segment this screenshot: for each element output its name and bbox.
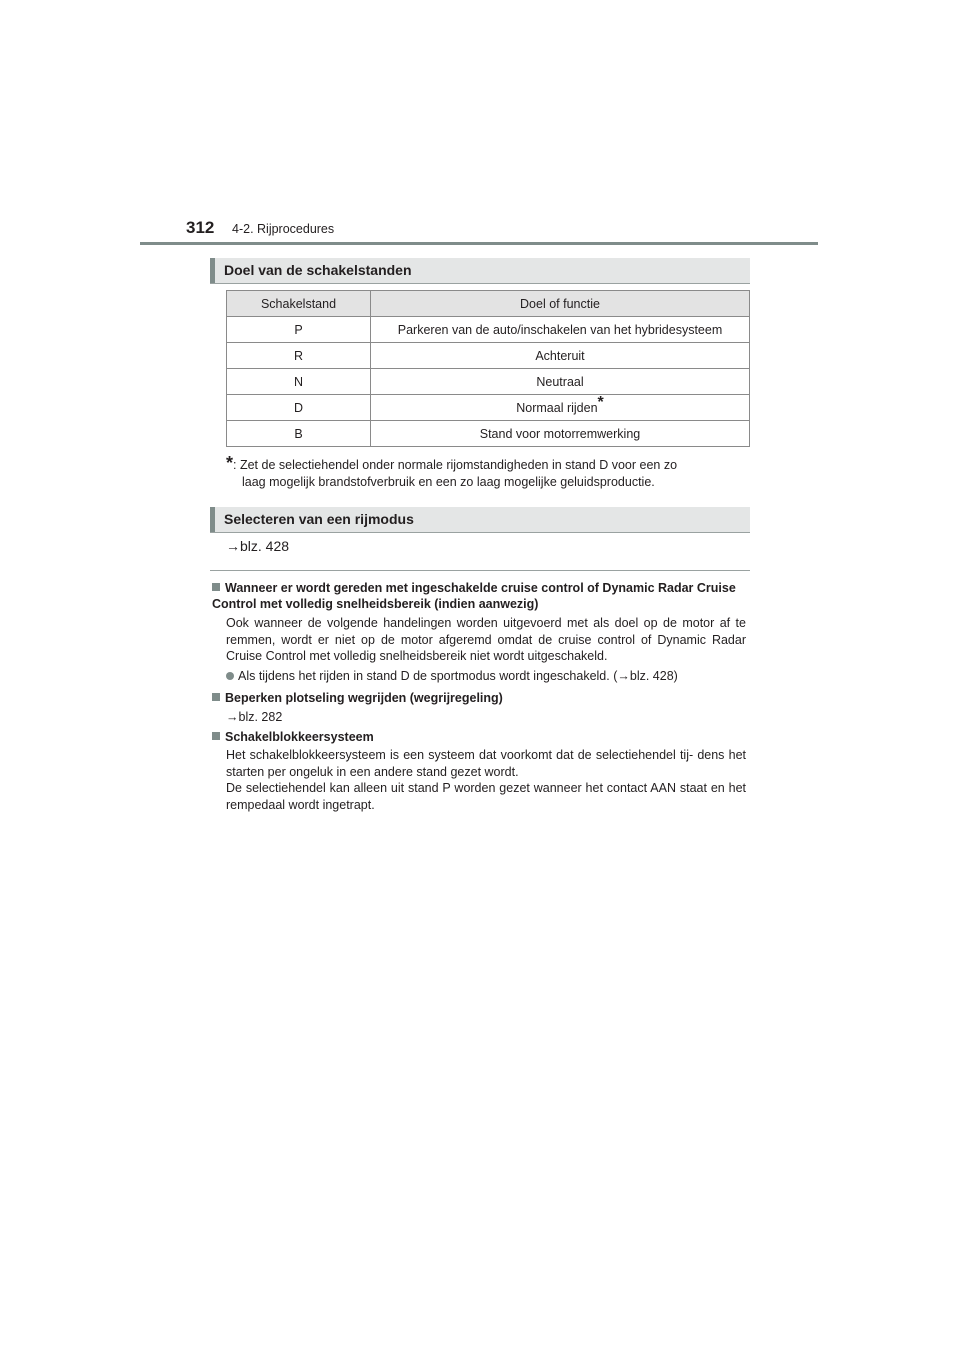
heading-text: Selecteren van een rijmodus	[224, 511, 414, 527]
table-cell	[371, 395, 750, 421]
table-row	[227, 421, 750, 447]
table-cell: Achteruit	[371, 343, 750, 369]
header-rule	[140, 242, 818, 245]
table-footnote	[226, 455, 746, 491]
item-heading-drive-start	[212, 690, 750, 706]
item-heading-shift-lock	[212, 729, 750, 745]
table-header-row	[227, 291, 750, 317]
table-row	[227, 317, 750, 343]
table-cell: N	[227, 369, 371, 395]
item-title: Wanneer er wordt gereden met ingeschakelde cruise control of Dynamic Radar Cruise Control met volledig snelheidsbereik (indien aanwezig)	[212, 581, 736, 611]
footnote-line	[226, 455, 746, 474]
page-reference: →blz. 428	[226, 538, 290, 554]
table-row	[227, 395, 750, 421]
table-cell: R	[227, 343, 371, 369]
footnote-text: laag mogelijk brandstofverbruik en een zo laag mogelijke geluidsproductie.	[242, 475, 655, 489]
table-cell: Neutraal	[371, 369, 750, 395]
section-heading-drive-mode	[210, 507, 750, 533]
item-paragraph: Het schakelblokkeersysteem is een systeem dat voorkomt dat de selectiehendel tij- dens het starten per ongeluk in een andere stand gezet wordt.	[226, 748, 746, 779]
footnote-mark: *	[226, 453, 234, 473]
bullet-item	[226, 668, 746, 685]
footnote-text: : Zet de selectiehendel onder normale rijomstandigheden in stand D voor een zo	[233, 458, 678, 472]
item-title: Schakelblokkeersysteem	[225, 730, 374, 744]
table-cell: Stand voor motorremwerking	[371, 421, 750, 447]
item-paragraph: De selectiehendel kan alleen uit stand P worden gezet wanneer het contact AAN staat en het rempedaal wordt ingetrapt.	[226, 781, 746, 812]
item-paragraph: Ook wanneer de volgende handelingen worden uitgevoerd met als doel op de motor af te remmen, wordt er niet op de motor afgeremd omdat de cruise control of Dynamic Radar Cruise Control met volledig snelheidsbereik niet wordt uitgeschakeld.	[226, 616, 746, 663]
table-cell: Parkeren van de auto/inschakelen van het hybridesysteem	[371, 317, 750, 343]
heading-accent	[210, 507, 215, 532]
square-bullet-icon	[212, 583, 220, 591]
page-number: 312	[186, 218, 215, 237]
square-bullet-icon	[212, 693, 220, 701]
page-reference: →blz. 282	[226, 710, 283, 724]
bullet-text: Als tijdens het rijden in stand D de sportmodus wordt ingeschakeld. (→blz. 428)	[238, 669, 678, 683]
table-header: Schakelstand	[227, 291, 371, 317]
footnote-marker: *	[597, 393, 604, 411]
cell-text: Normaal rijden	[516, 400, 598, 415]
table-header: Doel of functie	[371, 291, 750, 317]
table-cell: P	[227, 317, 371, 343]
square-bullet-icon	[212, 732, 220, 740]
item-title: Beperken plotseling wegrijden (wegrijregeling)	[225, 691, 503, 705]
heading-accent	[210, 258, 215, 283]
table-row	[227, 369, 750, 395]
table-cell: B	[227, 421, 371, 447]
table-row	[227, 343, 750, 369]
shift-position-table	[226, 290, 750, 447]
heading-text: Doel van de schakelstanden	[224, 262, 412, 278]
divider	[210, 570, 750, 571]
section-heading-shift-positions	[210, 258, 750, 284]
item-heading-cruise	[212, 580, 750, 612]
round-bullet-icon	[226, 672, 234, 680]
section-title: 4-2. Rijprocedures	[232, 222, 335, 236]
table-cell: D	[227, 395, 371, 421]
